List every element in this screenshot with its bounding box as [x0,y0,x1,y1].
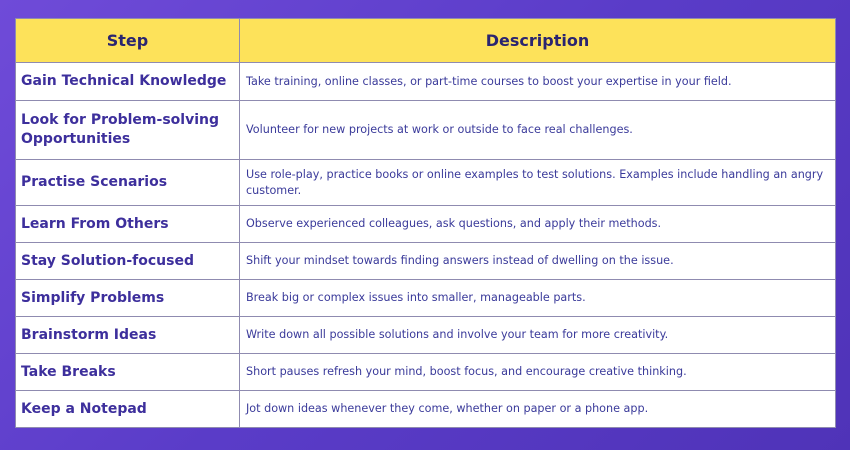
description-cell: Write down all possible solutions and involve your team for more creativity. [240,317,836,354]
description-cell: Shift your mindset towards finding answers instead of dwelling on the issue. [240,243,836,280]
description-cell: Observe experienced colleagues, ask questions, and apply their methods. [240,206,836,243]
steps-table-container [15,18,835,428]
description-cell: Jot down ideas whenever they come, whether on paper or a phone app. [240,391,836,428]
steps-table [15,18,836,428]
table-row [16,391,836,428]
table-row [16,317,836,354]
table-row [16,101,836,160]
description-cell: Break big or complex issues into smaller, manageable parts. [240,280,836,317]
header-step: Step [16,19,240,63]
description-cell: Volunteer for new projects at work or outside to face real challenges. [240,101,836,160]
description-cell: Take training, online classes, or part-time courses to boost your expertise in your field. [240,63,836,101]
step-cell: Look for Problem-solving Opportunities [16,101,240,160]
step-cell: Stay Solution-focused [16,243,240,280]
header-description: Description [240,19,836,63]
table-row [16,63,836,101]
step-cell: Practise Scenarios [16,160,240,206]
table-row [16,243,836,280]
step-cell: Simplify Problems [16,280,240,317]
table-row [16,280,836,317]
step-cell: Take Breaks [16,354,240,391]
table-row [16,160,836,206]
description-cell: Use role-play, practice books or online examples to test solutions. Examples include handling an angry customer. [240,160,836,206]
description-cell: Short pauses refresh your mind, boost focus, and encourage creative thinking. [240,354,836,391]
step-cell: Learn From Others [16,206,240,243]
table-row [16,206,836,243]
table-header-row [16,19,836,63]
step-cell: Gain Technical Knowledge [16,63,240,101]
table-row [16,354,836,391]
step-cell: Keep a Notepad [16,391,240,428]
step-cell: Brainstorm Ideas [16,317,240,354]
